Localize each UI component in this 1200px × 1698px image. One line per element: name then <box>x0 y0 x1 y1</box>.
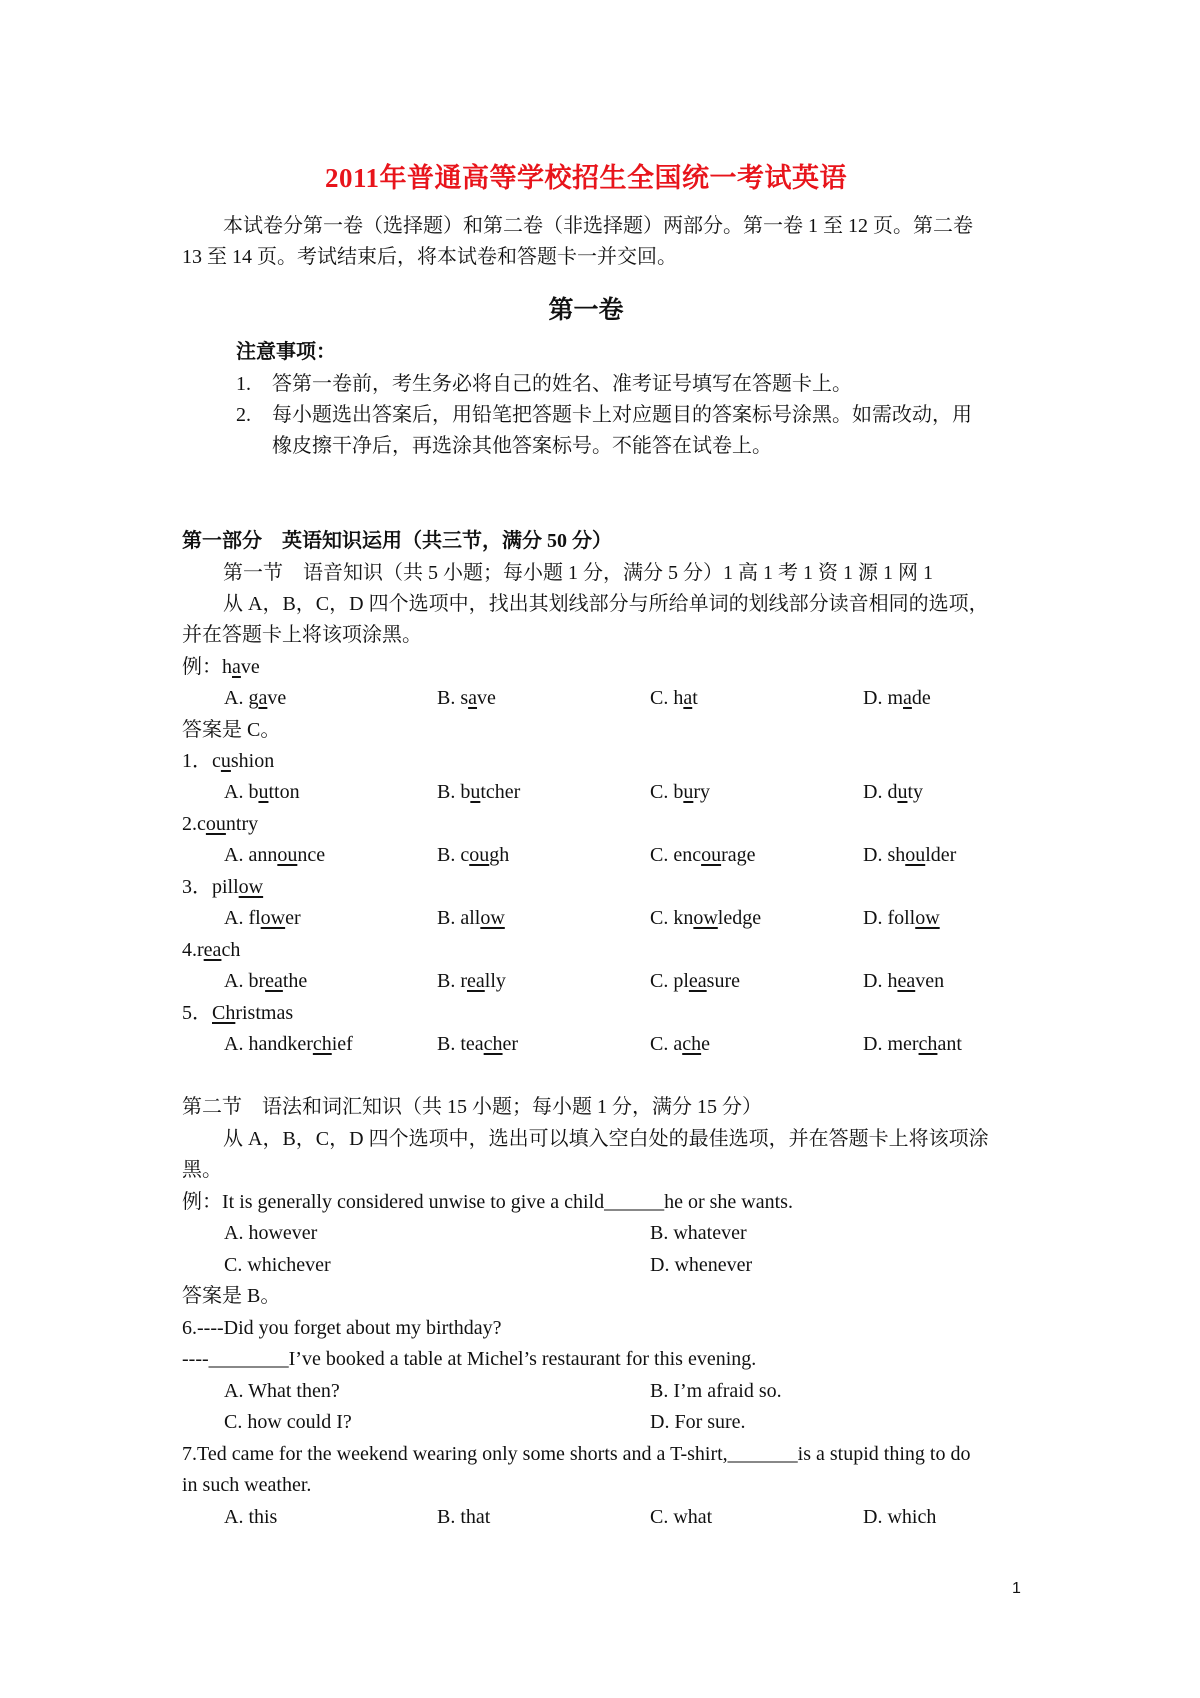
question-7-option-c[interactable]: C. what <box>650 1506 713 1528</box>
question-4-option-a[interactable]: A. breathe <box>224 970 308 992</box>
question-5-option-b[interactable]: B. teacher <box>437 1033 519 1055</box>
question-1-stem: 1．cushion <box>182 750 275 772</box>
example2-option-a[interactable]: A. however <box>224 1222 318 1244</box>
notice-item-2-line-1: 每小题选出答案后，用铅笔把答题卡上对应题目的答案标号涂黑。如需改动，用 <box>272 404 972 426</box>
question-3-option-a[interactable]: A. flower <box>224 907 301 929</box>
example-answer: 答案是 C。 <box>182 719 281 741</box>
example2-stem: 例：It is generally considered unwise to give a child______he or she wants. <box>182 1191 793 1213</box>
question-7-option-b[interactable]: B. that <box>437 1506 491 1528</box>
question-4-option-c[interactable]: C. pleasure <box>650 970 740 992</box>
example-option-d[interactable]: D. made <box>863 687 931 709</box>
question-3-option-b[interactable]: B. allow <box>437 907 505 929</box>
question-6-option-c[interactable]: C. how could I? <box>224 1411 352 1433</box>
question-3-option-d[interactable]: D. follow <box>863 907 940 929</box>
example2-option-b[interactable]: B. whatever <box>650 1222 747 1244</box>
example-option-b[interactable]: B. save <box>437 687 496 709</box>
example-option-c[interactable]: C. hat <box>650 687 698 709</box>
question-2-option-b[interactable]: B. cough <box>437 844 510 866</box>
question-6-option-a[interactable]: A. What then? <box>224 1380 340 1402</box>
notice-heading: 注意事项： <box>236 341 336 363</box>
question-6-option-b[interactable]: B. I’m afraid so. <box>650 1380 782 1402</box>
question-7-option-a[interactable]: A. this <box>224 1506 278 1528</box>
question-7-line-1: 7.Ted came for the weekend wearing only some shorts and a T-shirt,_______is a stupid thing to do <box>182 1443 971 1465</box>
example-option-a[interactable]: A. gave <box>224 687 287 709</box>
question-1-option-d[interactable]: D. duty <box>863 781 924 803</box>
exam-title: 2011年普通高等学校招生全国统一考试英语 <box>324 163 847 193</box>
example-prefix: 例： <box>182 656 222 678</box>
question-2-stem: 2.country <box>182 813 259 835</box>
question-6-line-1: 6.----Did you forget about my birthday? <box>182 1317 502 1339</box>
notice-item-2-number: 2. <box>236 404 251 426</box>
section2-instruction-line-1: 从 A，B，C，D 四个选项中，选出可以填入空白处的最佳选项，并在答题卡上将该项涂 <box>223 1128 989 1150</box>
question-6-option-d[interactable]: D. For sure. <box>650 1411 746 1433</box>
question-1-option-b[interactable]: B. butcher <box>437 781 521 803</box>
section1-heading: 第一节 语音知识（共 5 小题；每小题 1 分，满分 5 分）1 高 1 考 1 资 1 源 1 网 1 <box>223 562 933 584</box>
question-4-stem: 4.reach <box>182 939 241 961</box>
section2-heading: 第二节 语法和词汇知识（共 15 小题；每小题 1 分，满分 15 分） <box>182 1096 762 1118</box>
question-7-option-d[interactable]: D. which <box>863 1506 937 1528</box>
question-7-line-2: in such weather. <box>182 1474 312 1496</box>
underlined-part: a <box>232 656 241 678</box>
question-4-option-b[interactable]: B. really <box>437 970 506 992</box>
question-5-option-c[interactable]: C. ache <box>650 1033 710 1055</box>
notice-item-1-number: 1. <box>236 373 251 395</box>
question-6-line-2: ----________I’ve booked a table at Michel’s restaurant for this evening. <box>182 1348 757 1370</box>
word-part: h <box>222 656 232 678</box>
word-part: ve <box>240 656 260 678</box>
page-number: 1 <box>1012 1580 1021 1597</box>
volume-heading: 第一卷 <box>548 297 624 324</box>
notice-item-1: 答第一卷前，考生务必将自己的姓名、准考证号填写在答题卡上。 <box>272 373 852 395</box>
intro-line-2: 13 至 14 页。考试结束后，将本试卷和答题卡一并交回。 <box>182 246 677 268</box>
question-5-stem: 5．Christmas <box>182 1002 294 1024</box>
example-word <box>182 655 260 679</box>
question-2-option-d[interactable]: D. shoulder <box>863 844 957 866</box>
question-2-option-a[interactable]: A. announce <box>224 844 326 866</box>
section1-instruction-line-2: 并在答题卡上将该项涂黑。 <box>182 624 422 646</box>
part1-heading: 第一部分 英语知识运用（共三节，满分 50 分） <box>182 530 612 552</box>
section1-instruction-line-1: 从 A，B，C，D 四个选项中，找出其划线部分与所给单词的划线部分读音相同的选项， <box>223 593 989 615</box>
question-4-option-d[interactable]: D. heaven <box>863 970 945 992</box>
example2-option-d[interactable]: D. whenever <box>650 1254 753 1276</box>
section2-instruction-line-2: 黑。 <box>182 1159 222 1181</box>
example2-option-c[interactable]: C. whichever <box>224 1254 331 1276</box>
question-3-stem: 3．pillow <box>182 876 264 898</box>
question-1-option-c[interactable]: C. bury <box>650 781 711 803</box>
question-2-option-c[interactable]: C. encourage <box>650 844 756 866</box>
question-5-option-d[interactable]: D. merchant <box>863 1033 962 1055</box>
notice-item-2-line-2: 橡皮擦干净后，再选涂其他答案标号。不能答在试卷上。 <box>272 435 772 457</box>
example2-answer: 答案是 B。 <box>182 1285 281 1307</box>
question-3-option-c[interactable]: C. knowledge <box>650 907 762 929</box>
question-1-option-a[interactable]: A. button <box>224 781 300 803</box>
question-5-option-a[interactable]: A. handkerchief <box>224 1033 353 1055</box>
intro-line-1: 本试卷分第一卷（选择题）和第二卷（非选择题）两部分。第一卷 1 至 12 页。第二卷 <box>223 215 973 237</box>
